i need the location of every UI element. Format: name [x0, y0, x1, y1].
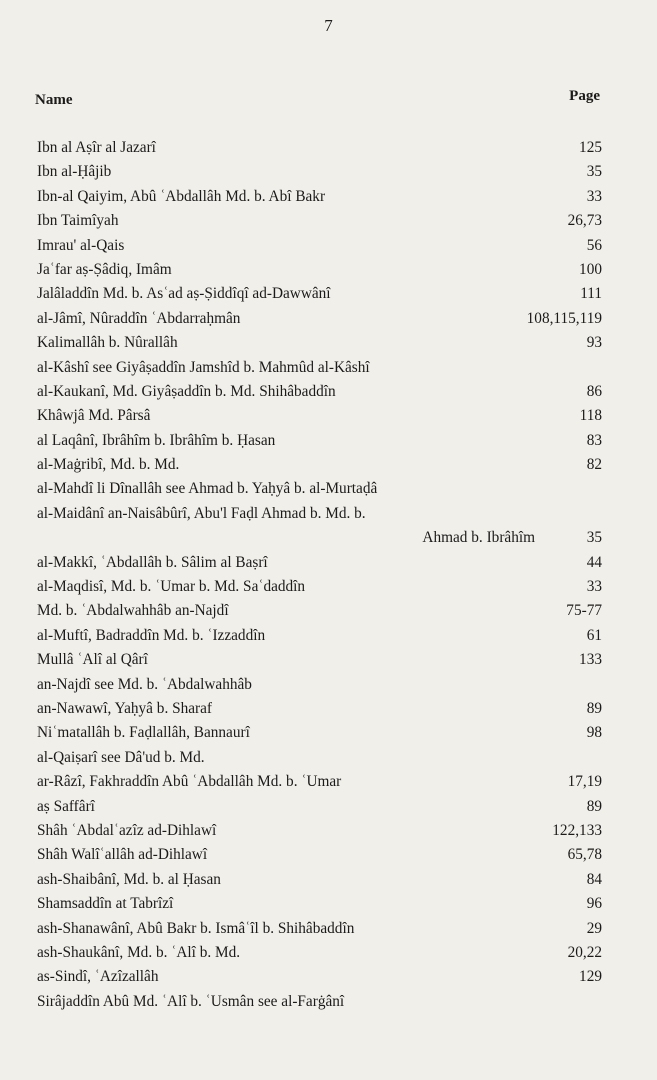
entry-page: 84 — [586, 870, 602, 888]
entry-page: 98 — [586, 724, 602, 742]
index-entry — [37, 624, 602, 648]
entry-name: al-Maġribî, Md. b. Md. — [37, 456, 180, 474]
entry-page: 100 — [579, 260, 602, 278]
index-list — [37, 136, 602, 1014]
entry-name: Mullâ ʿAlî al Qârî — [37, 651, 148, 669]
index-entry — [37, 599, 602, 623]
entry-name: Khâwjâ Md. Pârsâ — [37, 407, 151, 425]
entry-page: 93 — [586, 334, 602, 352]
entry-page: 33 — [586, 187, 602, 205]
index-entry — [37, 526, 602, 550]
index-entry — [37, 990, 602, 1014]
index-entry — [37, 136, 602, 160]
entry-name: al-Jâmî, Nûraddîn ʿAbdarraḥmân — [37, 309, 241, 327]
entry-page: 111 — [580, 285, 602, 303]
entry-page: 86 — [586, 382, 602, 400]
index-entry — [37, 721, 602, 745]
index-entry — [37, 843, 602, 867]
index-entry — [37, 185, 602, 209]
entry-page: 108,115,119 — [526, 309, 602, 327]
entry-name: an-Najdî see Md. b. ʿAbdalwahhâb — [37, 675, 252, 693]
entry-name: Ibn-al Qaiyim, Abû ʿAbdallâh Md. b. Abî Bakr — [37, 187, 326, 205]
entry-name: ash-Shaibânî, Md. b. al Ḥasan — [37, 870, 221, 888]
entry-name: Imrau' al-Qais — [37, 236, 125, 254]
entry-name: al Laqânî, Ibrâhîm b. Ibrâhîm b. Ḥasan — [37, 431, 276, 449]
index-entry — [37, 697, 602, 721]
entry-page: 129 — [579, 968, 602, 986]
entry-page: 35 — [586, 529, 602, 547]
index-entry — [37, 551, 602, 575]
index-entry — [37, 819, 602, 843]
index-entry — [37, 282, 602, 306]
index-entry — [37, 356, 602, 380]
entry-page: 83 — [586, 431, 602, 449]
index-entry — [37, 892, 602, 916]
entry-page: 89 — [586, 797, 602, 815]
index-entry — [37, 673, 602, 697]
entry-page: 82 — [586, 456, 602, 474]
entry-page: 118 — [579, 407, 602, 425]
index-entry — [37, 331, 602, 355]
entry-name: Ibn al-Ḥâjib — [37, 163, 112, 181]
index-entry — [37, 234, 602, 258]
entry-name: Jalâladdîn Md. b. Asʿad aṣ-Ṣiddîqî ad-Dawwânî — [37, 285, 331, 303]
page-number: 7 — [324, 16, 333, 35]
entry-name: Md. b. ʿAbdalwahhâb an-Najdî — [37, 602, 229, 620]
index-entry — [37, 965, 602, 989]
entry-name: al-Mahdî li Dînallâh see Ahmad b. Yaḥyâ b. al-Murtaḍâ — [37, 480, 378, 498]
entry-name: ash-Shanawânî, Abû Bakr b. Ismâʿîl b. Shihâbaddîn — [37, 919, 355, 937]
entry-name: al-Maidânî an-Naisâbûrî, Abu'l Faḍl Ahmad b. Md. b. — [37, 504, 366, 522]
index-entry — [37, 795, 602, 819]
entry-page: 89 — [586, 699, 602, 717]
entry-name: as-Sindî, ʿAzîzallâh — [37, 968, 159, 986]
entry-page: 26,73 — [567, 212, 602, 230]
entry-name: al-Kaukanî, Md. Giyâṣaddîn b. Md. Shihâbaddîn — [37, 382, 336, 400]
entry-name: Ahmad b. Ibrâhîm — [422, 529, 535, 547]
entry-name: Jaʿfar aṣ-Ṣâdiq, Imâm — [37, 260, 172, 278]
entry-page: 56 — [586, 236, 602, 254]
entry-page: 33 — [586, 578, 602, 596]
entry-page: 75-77 — [566, 602, 602, 620]
entry-name: Shâh Walîʿallâh ad-Dihlawî — [37, 846, 208, 864]
entry-page: 20,22 — [567, 943, 602, 961]
entry-name: Niʿmatallâh b. Faḍlallâh, Bannaurî — [37, 724, 250, 742]
entry-page: 35 — [586, 163, 602, 181]
index-entry — [37, 746, 602, 770]
entry-name: Ibn Taimîyah — [37, 212, 119, 230]
entry-page: 61 — [586, 626, 602, 644]
entry-page: 96 — [586, 895, 602, 913]
entry-name: Ibn al Aṣîr al Jazarî — [37, 139, 156, 156]
index-entry — [37, 404, 602, 428]
entry-name: Shâh ʿAbdalʿazîz ad-Dihlawî — [37, 821, 217, 839]
index-entry — [37, 307, 602, 331]
index-entry — [37, 258, 602, 282]
entry-page: 17,19 — [567, 773, 602, 791]
entry-name: ash-Shaukânî, Md. b. ʿAlî b. Md. — [37, 943, 241, 961]
index-entry — [37, 160, 602, 184]
entry-name: al-Kâshî see Giyâṣaddîn Jamshîd b. Mahmûd al-Kâshî — [37, 358, 370, 376]
entry-name: an-Nawawî, Yaḥyâ b. Sharaf — [37, 699, 213, 717]
index-entry — [37, 209, 602, 233]
index-entry — [37, 453, 602, 477]
index-entry — [37, 868, 602, 892]
index-entry — [37, 429, 602, 453]
entry-page: 125 — [579, 139, 602, 156]
entry-name: al-Maqdisî, Md. b. ʿUmar b. Md. Saʿdaddîn — [37, 578, 306, 596]
entry-name: Sirâjaddîn Abû Md. ʿAlî b. ʿUsmân see al-Farġânî — [37, 992, 345, 1010]
entry-page: 29 — [586, 919, 602, 937]
entry-name: al-Makkî, ʿAbdallâh b. Sâlim al Baṣrî — [37, 553, 268, 571]
index-entry — [37, 575, 602, 599]
entry-name: Kalimallâh b. Nûrallâh — [37, 334, 178, 352]
index-entry — [37, 770, 602, 794]
index-entry — [37, 502, 602, 526]
index-entry — [37, 917, 602, 941]
entry-page: 44 — [586, 553, 602, 571]
entry-name: ar-Râzî, Fakhraddîn Abû ʿAbdallâh Md. b. ʿUmar — [37, 773, 342, 791]
entry-page: 122,133 — [552, 821, 602, 839]
column-header-page: Page — [569, 88, 600, 104]
entry-name: al-Qaiṣarî see Dâ'ud b. Md. — [37, 748, 205, 766]
entry-name: al-Muftî, Badraddîn Md. b. ʿIzzaddîn — [37, 626, 266, 644]
index-entry — [37, 648, 602, 672]
entry-page: 133 — [579, 651, 602, 669]
index-entry — [37, 941, 602, 965]
entry-name: aṣ Saffârî — [37, 797, 95, 815]
index-entry — [37, 380, 602, 404]
index-entry — [37, 477, 602, 501]
column-header-name: Name — [35, 92, 73, 108]
entry-name: Shamsaddîn at Tabrîzî — [37, 895, 174, 913]
entry-page: 65,78 — [567, 846, 602, 864]
